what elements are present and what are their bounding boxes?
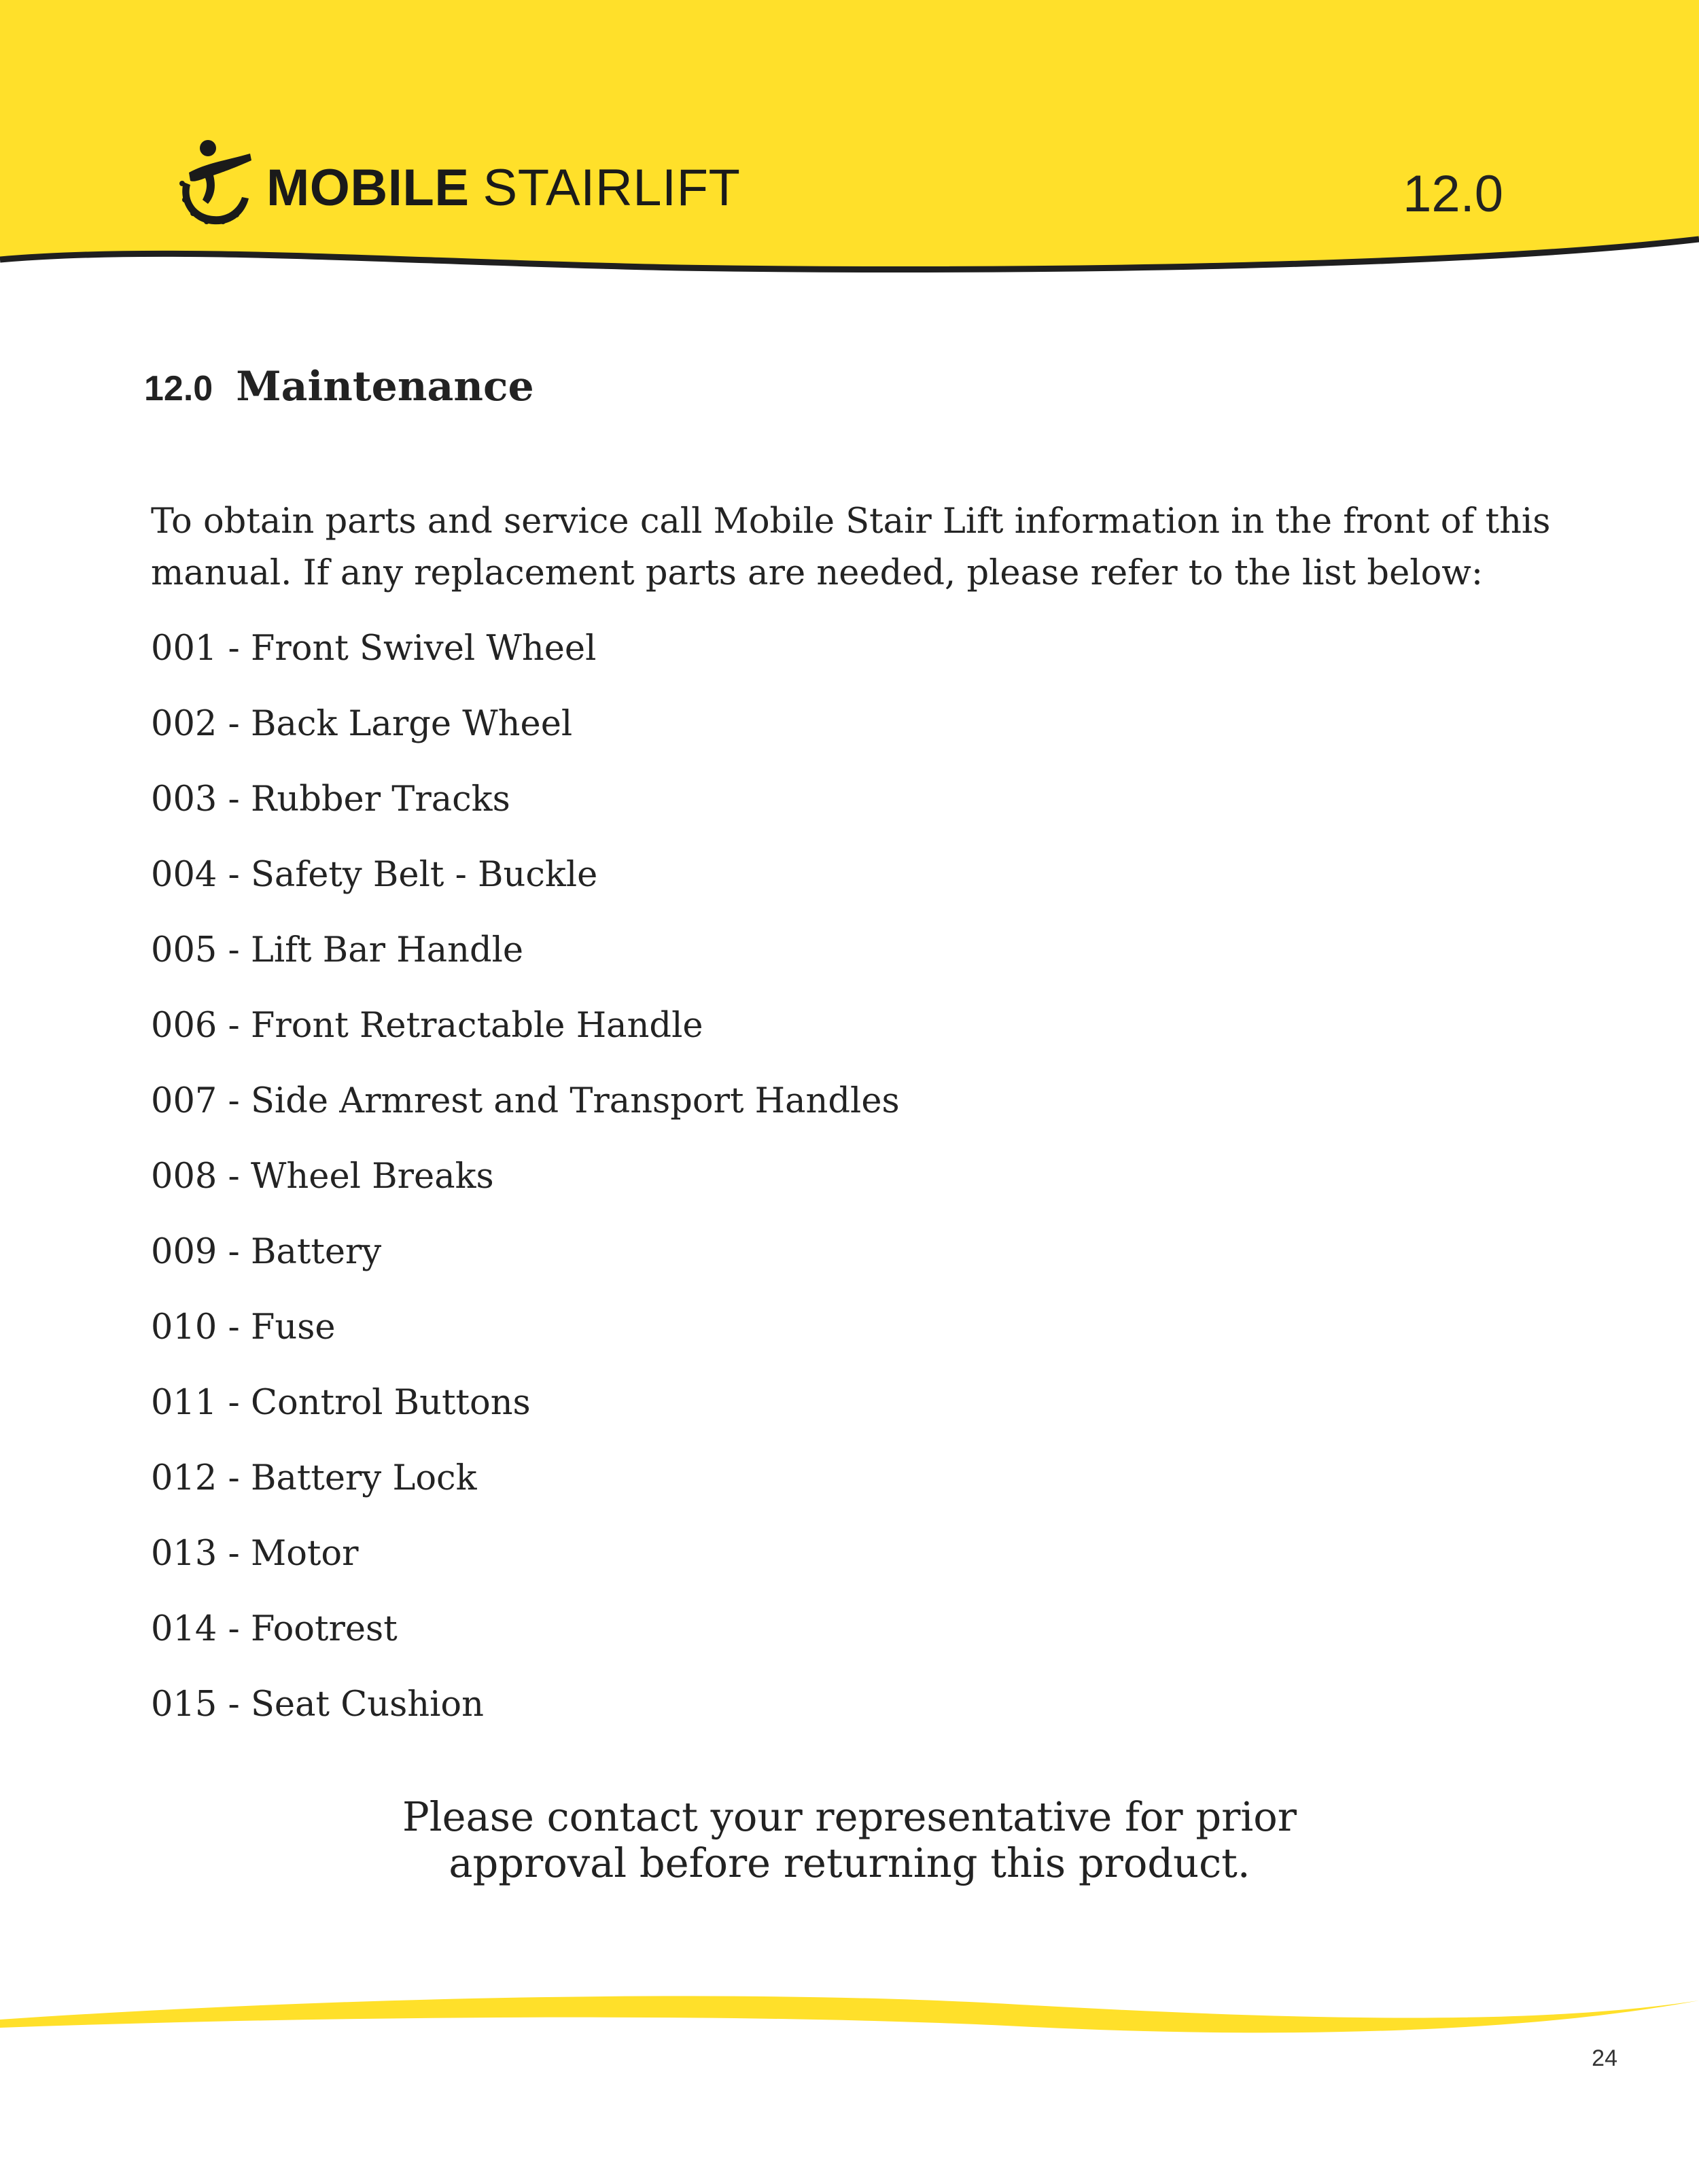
list-item: 006 - Front Retractable Handle [151,1006,703,1046]
brand-light: STAIRLIFT [483,159,741,217]
brand-bold: MOBILE [266,159,470,217]
list-item: 007 - Side Armrest and Transport Handles [151,1081,900,1121]
list-item: 014 - Footrest [151,1609,398,1649]
list-item: 009 - Battery [151,1232,382,1272]
list-item: 012 - Battery Lock [151,1458,477,1498]
section-tab-number: 12.0 [1403,165,1503,223]
intro-paragraph [151,496,1592,599]
list-item: 004 - Safety Belt - Buckle [151,855,598,895]
list-item: 013 - Motor [151,1534,359,1574]
section-heading [144,356,534,427]
notice-line-1: Please contact your representative for prior [402,1793,1297,1840]
page-number: 24 [1592,2045,1617,2071]
section-number: 12.0 [144,369,213,408]
list-item: 011 - Control Buttons [151,1383,531,1423]
brand-wordmark [266,158,740,219]
list-item: 005 - Lift Bar Handle [151,930,524,970]
footer-swoosh [0,1984,1699,2059]
person-wheel-logo-icon [169,133,264,228]
return-notice [0,1794,1699,1886]
list-item: 010 - Fuse [151,1307,336,1348]
list-item: 001 - Front Swivel Wheel [151,629,597,669]
parts-list [151,618,900,1750]
list-item: 015 - Seat Cushion [151,1685,484,1725]
notice-line-2: approval before returning this product. [449,1839,1250,1886]
list-item: 008 - Wheel Breaks [151,1157,494,1197]
intro-line-2: manual. If any replacement parts are needed, please refer to the list below: [151,553,1484,593]
intro-line-1: To obtain parts and service call Mobile Stair Lift information in the front of this [151,501,1551,542]
list-item: 002 - Back Large Wheel [151,704,573,744]
section-title: Maintenance [236,363,534,410]
list-item: 003 - Rubber Tracks [151,779,510,820]
